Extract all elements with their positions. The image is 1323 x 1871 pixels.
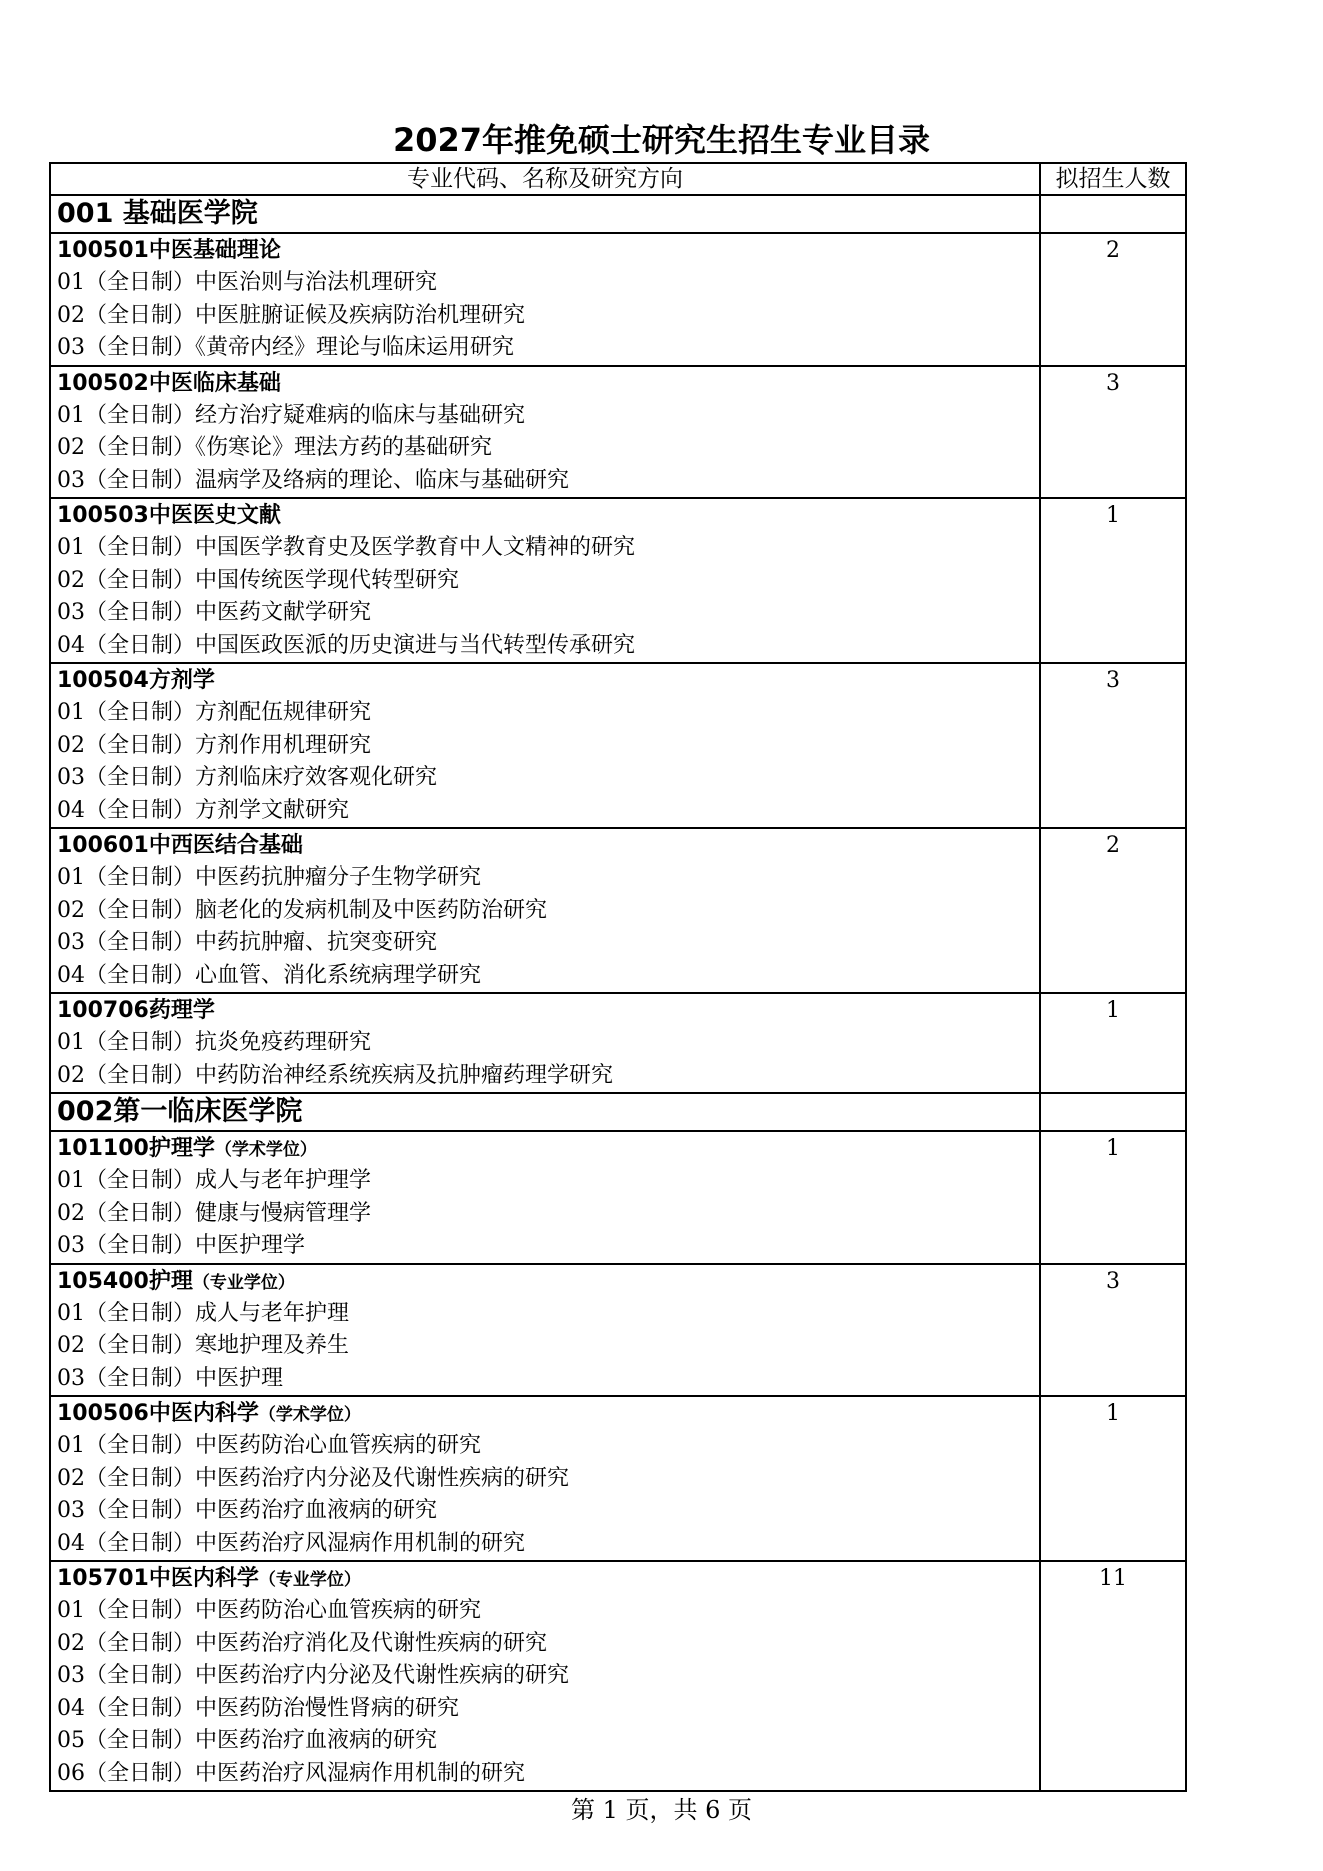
table-header-row: [50, 163, 1186, 195]
major-title: [51, 1265, 1039, 1298]
research-direction: 03（全日制）中医护理学: [57, 1233, 305, 1258]
research-direction: 03（全日制）方剂临床疗效客观化研究: [57, 765, 437, 790]
research-direction: 02（全日制）中医药治疗消化及代谢性疾病的研究: [57, 1630, 547, 1656]
major-title: [51, 1562, 1039, 1595]
research-direction: 01（全日制）方剂配伍规律研究: [57, 700, 371, 725]
major-name: 100502中医临床基础: [57, 370, 281, 396]
department-row: [50, 1093, 1186, 1131]
major-cell: [50, 663, 1040, 828]
research-direction: 02（全日制）中国传统医学现代转型研究: [57, 567, 459, 593]
major-row: [50, 1131, 1186, 1264]
major-title: [51, 829, 1039, 862]
column-header-main: 专业代码、名称及研究方向: [50, 163, 1040, 195]
research-direction: 03（全日制）中医药文献学研究: [57, 600, 371, 625]
department-name: 002第一临床医学院: [50, 1093, 1040, 1131]
research-direction: 04（全日制）方剂学文献研究: [57, 797, 349, 823]
research-direction: 02（全日制）中医脏腑证候及疾病防治机理研究: [57, 302, 525, 328]
research-direction: 02（全日制）健康与慢病管理学: [57, 1200, 371, 1226]
research-direction: 02（全日制）脑老化的发病机制及中医药防治研究: [57, 897, 547, 923]
research-direction: 01（全日制）中医治则与治法机理研究: [57, 270, 437, 295]
degree-type: （专业学位）: [192, 1272, 295, 1293]
major-cell: [50, 1396, 1040, 1561]
research-direction: 04（全日制）心血管、消化系统病理学研究: [57, 962, 481, 988]
major-name: 100503中医医史文献: [57, 503, 281, 528]
research-direction: 02（全日制）方剂作用机理研究: [57, 732, 371, 758]
department-quota-cell: [1040, 195, 1186, 233]
quota-value: 1: [1040, 993, 1186, 1093]
research-direction: 03（全日制）中药抗肿瘤、抗突变研究: [57, 930, 437, 955]
research-direction: 02（全日制）中药防治神经系统疾病及抗肿瘤药理学研究: [57, 1062, 613, 1088]
column-header-quota: 拟招生人数: [1040, 163, 1186, 195]
major-row: [50, 828, 1186, 993]
major-cell: [50, 233, 1040, 366]
major-row: [50, 366, 1186, 499]
research-direction: 01（全日制）成人与老年护理: [57, 1300, 349, 1326]
research-direction: 01（全日制）抗炎免疫药理研究: [57, 1030, 371, 1055]
quota-value: 11: [1040, 1561, 1186, 1791]
page-footer: 第 1 页，共 6 页: [570, 1796, 753, 1824]
department-name: 001 基础医学院: [50, 195, 1040, 233]
degree-type: （学术学位）: [258, 1405, 361, 1425]
research-direction: 01（全日制）中国医学教育史及医学教育中人文精神的研究: [57, 535, 635, 560]
major-title: [51, 234, 1039, 267]
research-direction: 01（全日制）中医药防治心血管疾病的研究: [57, 1433, 481, 1458]
major-name: 100601中西医结合基础: [57, 833, 303, 858]
research-direction: 01（全日制）中医药抗肿瘤分子生物学研究: [57, 865, 481, 890]
major-name: 105400护理: [57, 1268, 193, 1294]
major-title: [51, 1397, 1039, 1430]
major-name: 100506中医内科学: [57, 1401, 259, 1426]
major-cell: [50, 1131, 1040, 1264]
major-title: [51, 367, 1039, 400]
research-direction: 01（全日制）经方治疗疑难病的临床与基础研究: [57, 402, 525, 428]
research-direction: 01（全日制）中医药防治心血管疾病的研究: [57, 1598, 481, 1623]
major-title: [51, 499, 1039, 532]
quota-value: 3: [1040, 663, 1186, 828]
major-name: 101100护理学: [57, 1136, 215, 1161]
research-direction: 02（全日制）中医药治疗内分泌及代谢性疾病的研究: [57, 1465, 569, 1491]
major-row: [50, 993, 1186, 1093]
major-cell: [50, 1561, 1040, 1791]
major-title: [51, 664, 1039, 697]
research-direction: 03（全日制）温病学及络病的理论、临床与基础研究: [57, 467, 569, 493]
major-row: [50, 663, 1186, 828]
major-title: [51, 1132, 1039, 1165]
major-name: 100706药理学: [57, 998, 215, 1023]
catalog-body: [50, 195, 1186, 1791]
quota-value: 1: [1040, 1131, 1186, 1264]
research-direction: 04（全日制）中医药治疗风湿病作用机制的研究: [57, 1530, 525, 1556]
major-cell: [50, 993, 1040, 1093]
research-direction: 05（全日制）中医药治疗血液病的研究: [57, 1728, 437, 1753]
major-cell: [50, 498, 1040, 663]
research-direction: 03（全日制）中医药治疗内分泌及代谢性疾病的研究: [57, 1663, 569, 1688]
research-direction: 03（全日制）《黄帝内经》理论与临床运用研究: [57, 335, 514, 360]
major-name: 100504方剂学: [57, 668, 215, 693]
major-name: 100501中医基础理论: [57, 238, 281, 263]
major-cell: [50, 366, 1040, 499]
quota-value: 3: [1040, 366, 1186, 499]
research-direction: 02（全日制）寒地护理及养生: [57, 1333, 349, 1358]
quota-value: 2: [1040, 828, 1186, 993]
research-direction: 04（全日制）中医药防治慢性肾病的研究: [57, 1695, 459, 1721]
department-row: [50, 195, 1186, 233]
research-direction: 02（全日制）《伤寒论》理法方药的基础研究: [57, 435, 492, 460]
major-row: [50, 1264, 1186, 1397]
major-row: [50, 233, 1186, 366]
major-cell: [50, 828, 1040, 993]
degree-type: （学术学位）: [214, 1140, 317, 1160]
major-name: 105701中医内科学: [57, 1566, 259, 1591]
research-direction: 01（全日制）成人与老年护理学: [57, 1168, 371, 1193]
major-row: [50, 1561, 1186, 1791]
major-row: [50, 1396, 1186, 1561]
catalog-table: [49, 162, 1187, 1792]
quota-value: 1: [1040, 498, 1186, 663]
major-cell: [50, 1264, 1040, 1397]
major-title: [51, 994, 1039, 1027]
page-title: 2027年推免硕士研究生招生专业目录: [392, 121, 931, 159]
quota-value: 1: [1040, 1396, 1186, 1561]
quota-value: 2: [1040, 233, 1186, 366]
research-direction: 04（全日制）中国医政医派的历史演进与当代转型传承研究: [57, 632, 635, 658]
department-quota-cell: [1040, 1093, 1186, 1131]
research-direction: 03（全日制）中医护理: [57, 1365, 283, 1391]
degree-type: （专业学位）: [258, 1570, 361, 1590]
research-direction: 06（全日制）中医药治疗风湿病作用机制的研究: [57, 1760, 525, 1786]
quota-value: 3: [1040, 1264, 1186, 1397]
major-row: [50, 498, 1186, 663]
research-direction: 03（全日制）中医药治疗血液病的研究: [57, 1498, 437, 1523]
